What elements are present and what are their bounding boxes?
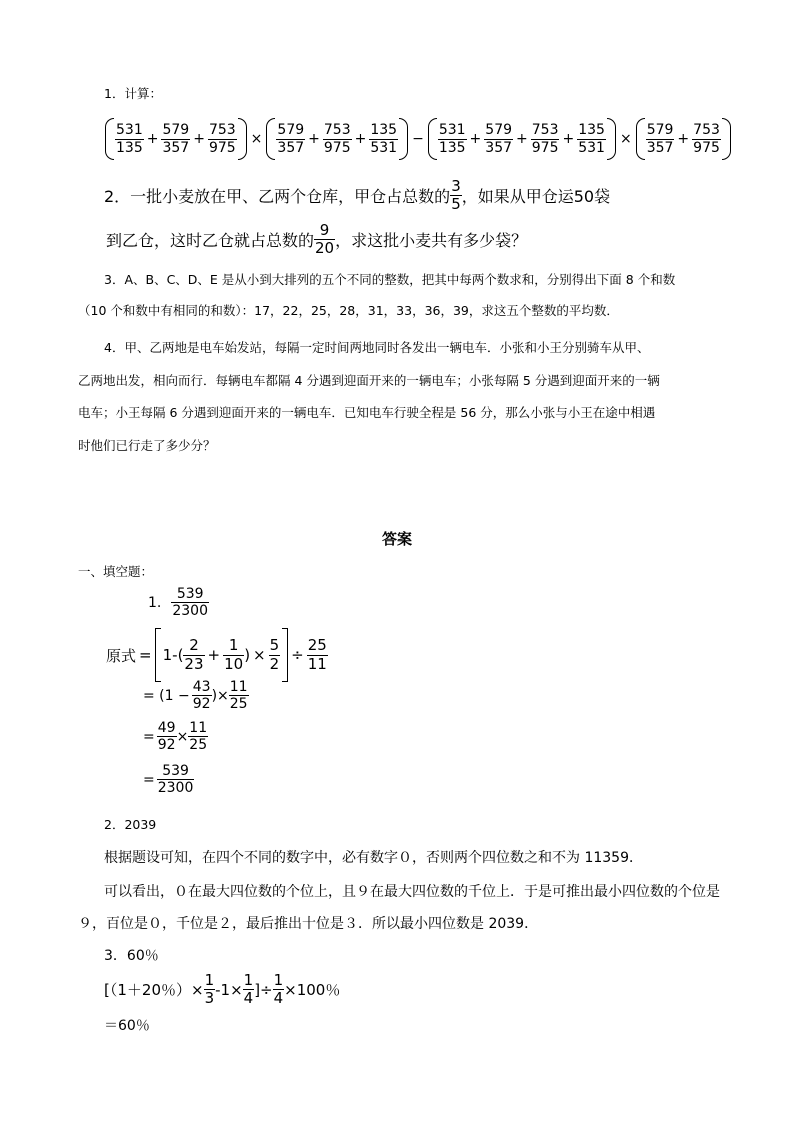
fraction: $\frac{539}{2300}$ [157,763,194,797]
left-bracket [155,628,161,682]
q3-line1: 3．A、B、C、D、E 是从小到大排列的五个不同的整数，把其中每两个数求和，分别得出下面 8 个和数 [104,272,676,287]
q3-line2: （10 个和数中有相同的和数）：17，22，25，28，31，33，36，39，求这五个整数的平均数． [78,303,619,318]
answers-title: 答案 [382,530,413,548]
a2-p3: ９，百位是０，千位是２，最后推出十位是３．所以最小四位数是 2039． [78,916,539,932]
fraction: $\frac{2}{23}$ [184,636,204,673]
q1-expression: $\frac{531}{135}$ + $\frac{579}{357}$ + $\frac{753}{975}$ × $\frac{579}{357}$ + $\frac{753}{975}$ + $\frac{135}{531}$ − $\frac{531}{135}$ + $\frac{579}{357}$ + $\frac{753}{975}$ + $\frac{135}{531}$ × $\frac{579}{357}$ + $\frac{753}{975}$ [104,118,732,160]
fraction: $\frac{753}{975}$ [693,122,720,156]
fraction: $\frac{11}{25}$ [229,679,248,713]
fraction: $\frac{579}{357}$ [646,122,674,156]
q1-label: 1．计算： [104,86,162,101]
left-paren [105,118,114,160]
left-paren [266,118,275,160]
a3-head: 3．60％ [104,948,159,964]
a1-line1: 原式 = 1 - ( $\frac{2}{23}$ + $\frac{1}{10}$ ) × $\frac{5}{2}$ ÷ $\frac{25}{11}$ [106,628,328,682]
fraction: $\frac{753}{975}$ [531,122,559,156]
q2-line1: 2．一批小麦放在甲、乙两个仓库，甲仓占总数的 $\frac{3}{5}$ ，如果从甲仓运50袋 [104,177,611,214]
q4-line4: 时他们已行走了多少分？ [78,438,216,453]
a2-head: 2．2039 [104,817,157,832]
a1-line4: = $\frac{539}{2300}$ [143,763,194,797]
a1-line3: = $\frac{49}{92}$ × $\frac{11}{25}$ [143,720,208,754]
a2-p2: 可以看出，０在最大四位数的个位上，且９在最大四位数的千位上．于是可推出最小四位数的个位是 [104,884,720,900]
a3-line2: ＝60％ [104,1018,150,1034]
q4-line2: 乙两地出发，相向而行．每辆电车都隔 4 分遇到迎面开来的一辆电车；小张每隔 5 分遇到迎面开来的一辆 [78,373,660,388]
fraction: $\frac{1}{4}$ [243,971,254,1008]
fraction: $\frac{1}{3}$ [204,971,215,1008]
a3-line1: [（1＋20％）× $\frac{1}{3}$ -1× $\frac{1}{4}$ ]÷ $\frac{1}{4}$ ×100％ [104,971,341,1008]
fraction: $\frac{531}{135}$ [438,122,466,156]
q4-line1: 4．甲、乙两地是电车始发站，每隔一定时间两地同时各发出一辆电车．小张和小王分别骑车从甲、 [104,340,650,355]
section-heading: 一、填空题： [78,564,154,579]
fraction: $\frac{135}{531}$ [370,122,398,156]
q2-line2: 到乙仓，这时乙仓就占总数的 $\frac{9}{20}$ ，求这批小麦共有多少袋？ [106,221,528,258]
q4-line3: 电车；小王每隔 6 分遇到迎面开来的一辆电车．已知电车行驶全程是 56 分，那么小张与小王在途中相遇 [78,405,656,420]
left-paren [636,118,645,160]
a1-line2: = (1 − $\frac{43}{92}$ )× $\frac{11}{25}$ [143,679,248,713]
right-paren [607,118,616,160]
fraction: $\frac{579}{357}$ [162,122,190,156]
fraction: $\frac{753}{975}$ [323,122,351,156]
fraction: $\frac{11}{25}$ [189,720,208,754]
a2-p1: 根据题设可知，在四个不同的数字中，必有数字０，否则两个四位数之和不为 11359． [104,850,643,866]
a1-result: 1. $\frac{539}{2300}$ [148,586,208,620]
right-paren [399,118,408,160]
fraction: $\frac{579}{357}$ [277,122,305,156]
fraction: $\frac{135}{531}$ [578,122,605,156]
fraction: $\frac{539}{2300}$ [172,586,208,620]
fraction: $\frac{579}{357}$ [485,122,513,156]
left-paren [428,118,437,160]
fraction: $\frac{43}{92}$ [192,679,211,713]
fraction: $\frac{25}{11}$ [307,636,327,673]
right-bracket [282,628,288,682]
fraction: $\frac{753}{975}$ [208,122,236,156]
fraction: $\frac{49}{92}$ [157,720,176,754]
fraction: $\frac{9}{20}$ [315,221,335,258]
fraction: $\frac{1}{4}$ [273,971,284,1008]
fraction: $\frac{5}{2}$ [269,636,280,673]
right-paren [722,118,731,160]
fraction: $\frac{531}{135}$ [116,122,143,156]
fraction: $\frac{3}{5}$ [451,177,461,214]
fraction: $\frac{1}{10}$ [224,636,244,673]
right-paren [238,118,247,160]
